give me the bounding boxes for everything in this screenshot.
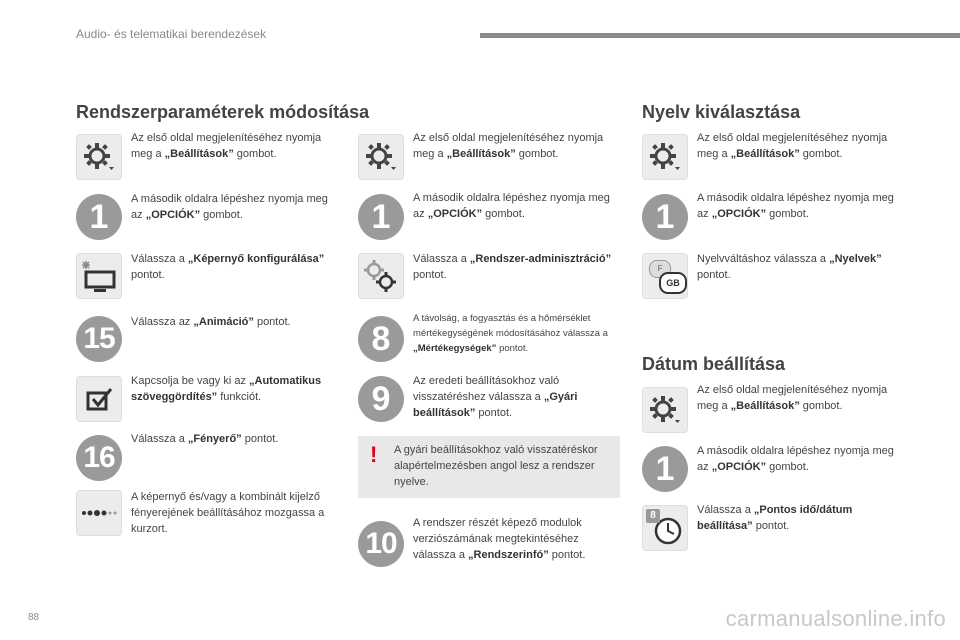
step-number-15-icon: 15 [76,316,122,362]
section-heading-language: Nyelv kiválasztása [642,102,801,122]
step-number-16-icon: 16 [76,435,122,481]
gear-icon [358,134,404,180]
section-heading-date: Dátum beállítása [642,354,786,374]
display-brightness-icon [76,253,122,299]
step-text: Kapcsolja be vagy ki az „Automatikus szöveggördítés” funkciót. [131,375,322,403]
header-bar [480,33,960,38]
step-text: Az első oldal megjelenítéséhez nyomja meg a „Beállítások” gombot. [697,384,888,412]
step-text: Válassza a „Rendszer-adminisztráció” pontot. [413,253,612,281]
step-text: A rendszer részét képező modulok verziószámának megtekintéséhez válassza a „Rendszerinfó” pontot. [413,517,586,561]
system-gears-icon [358,253,404,299]
language-flags-icon [642,253,688,299]
step-number-1-icon: 1 [642,446,688,492]
gear-icon [642,387,688,433]
step-text: A második oldalra lépéshez nyomja meg az „OPCIÓK” gombot. [697,445,894,473]
exclamation-icon: ! [370,442,378,467]
slider-dots-icon [76,490,122,536]
page-number: 88 [28,612,40,623]
checkbox-icon [76,376,122,422]
step-text: Az első oldal megjelenítéséhez nyomja meg a „Beállítások” gombot. [697,132,888,160]
step-text: A második oldalra lépéshez nyomja meg az „OPCIÓK” gombot. [413,192,610,220]
step-text: A távolság, a fogyasztás és a hőmérséklet mértékegységének módosításához válassza a „Mértékegységek” pontot. [413,313,608,354]
section-heading-system-settings: Rendszerparaméterek módosítása [76,102,370,122]
step-text: Az első oldal megjelenítéséhez nyomja meg a „Beállítások” gombot. [131,132,322,160]
step-number-1-icon: 1 [358,194,404,240]
step-text: Nyelvváltáshoz válassza a „Nyelvek” pontot. [697,253,882,281]
step-text: Az eredeti beállításokhoz való visszatéréshez válassza a „Gyári beállítások” pontot. [413,375,578,419]
step-text: A második oldalra lépéshez nyomja meg az „OPCIÓK” gombot. [131,193,328,221]
step-number-1-icon: 1 [76,194,122,240]
step-number-1-icon: 1 [642,194,688,240]
step-text: Az első oldal megjelenítéséhez nyomja meg a „Beállítások” gombot. [413,132,604,160]
step-text: A képernyő és/vagy a kombinált kijelző fényerejének beállításához mozgassa a kurzort. [131,491,325,535]
step-text: Válassza az „Animáció” pontot. [131,316,291,328]
step-number-9-icon: 9 [358,376,404,422]
gear-icon [642,134,688,180]
step-text: Válassza a „Pontos idő/dátum beállítása” pontot. [697,504,853,532]
step-number-10-icon: 10 [358,521,404,567]
header-title: Audio- és telematikai berendezések [76,27,267,41]
warning-notice [358,436,620,498]
step-text: A második oldalra lépéshez nyomja meg az „OPCIÓK” gombot. [697,192,894,220]
gear-icon [76,134,122,180]
watermark: carmanualsonline.info [725,606,946,631]
clock-icon [642,505,688,551]
step-text: Válassza a „Fényerő” pontot. [131,433,279,445]
notice-text: A gyári beállításokhoz való visszatéréskor alapértelmezésben angol lesz a rendszer nyelve. [394,444,598,488]
step-number-8-icon: 8 [358,316,404,362]
step-text: Válassza a „Képernyő konfigurálása” pontot. [131,253,325,281]
flag-gb-label: GB [659,272,687,294]
flag-f-label: F [649,260,671,278]
badge-number-8: 8 [646,509,660,523]
